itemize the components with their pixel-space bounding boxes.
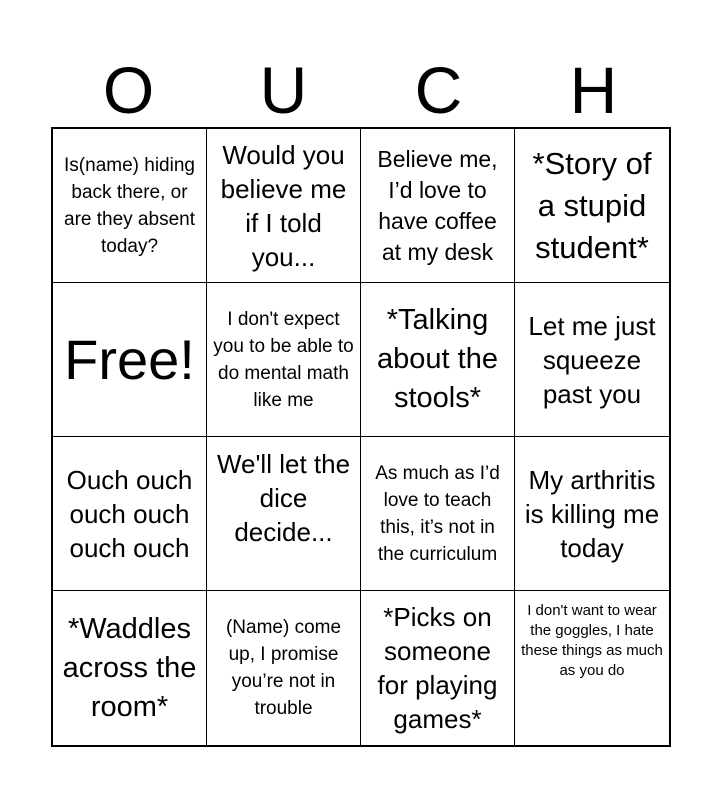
bingo-cell-text: *Talking about the stools*: [377, 304, 498, 414]
bingo-cell-1[interactable]: [53, 129, 207, 283]
bingo-cell-text: As much as I’d love to teach this, it’s not in the curriculum: [375, 462, 500, 565]
bingo-cell-text: *Story of a stupid student*: [532, 145, 652, 265]
bingo-cell-8[interactable]: [515, 283, 669, 437]
bingo-cell-text: Ouch ouch ouch ouch ouch ouch: [66, 464, 193, 563]
header-letter-c: C: [414, 53, 463, 127]
bingo-cell-text: Is(name) hiding back there, or are they absent today?: [64, 154, 195, 257]
bingo-cell-14[interactable]: [207, 591, 361, 745]
bingo-header: [51, 52, 671, 128]
bingo-cell-text: I don't want to wear the goggles, I hate these things as much as you do: [521, 602, 663, 679]
header-letter-u: U: [259, 53, 308, 127]
bingo-cell-text: (Name) come up, I promise you’re not in trouble: [225, 617, 342, 719]
bingo-cell-3[interactable]: [361, 129, 515, 283]
bingo-cell-text: Let me just squeeze past you: [528, 310, 656, 409]
bingo-cell-13[interactable]: [53, 591, 207, 745]
bingo-cell-12[interactable]: [515, 437, 669, 591]
bingo-cell-9[interactable]: [53, 437, 207, 591]
bingo-cell-text: Free!: [64, 327, 195, 391]
bingo-grid: [51, 127, 671, 747]
bingo-cell-7[interactable]: [361, 283, 515, 437]
bingo-cell-4[interactable]: [515, 129, 669, 283]
bingo-cell-11[interactable]: [361, 437, 515, 591]
bingo-cell-15[interactable]: [361, 591, 515, 745]
bingo-cell-2[interactable]: [207, 129, 361, 283]
bingo-cell-text: My arthritis is killing me today: [524, 464, 660, 563]
header-letter-h: H: [569, 53, 618, 127]
bingo-cell-free[interactable]: [53, 283, 207, 437]
bingo-cell-text: Would you believe me if I told you...: [220, 139, 347, 272]
bingo-cell-text: Believe me, I’d love to have coffee at my desk: [377, 145, 498, 265]
header-letter-o: O: [102, 53, 155, 127]
bingo-cell-16[interactable]: [515, 591, 669, 745]
bingo-cell-6[interactable]: [207, 283, 361, 437]
bingo-cell-text: I don't expect you to be able to do mental math like me: [213, 308, 354, 411]
bingo-cell-10[interactable]: [207, 437, 361, 591]
bingo-cell-text: *Waddles across the room*: [62, 612, 197, 723]
bingo-cell-text: *Picks on someone for playing games*: [377, 602, 498, 734]
bingo-cell-text: We'll let the dice decide...: [216, 449, 351, 547]
